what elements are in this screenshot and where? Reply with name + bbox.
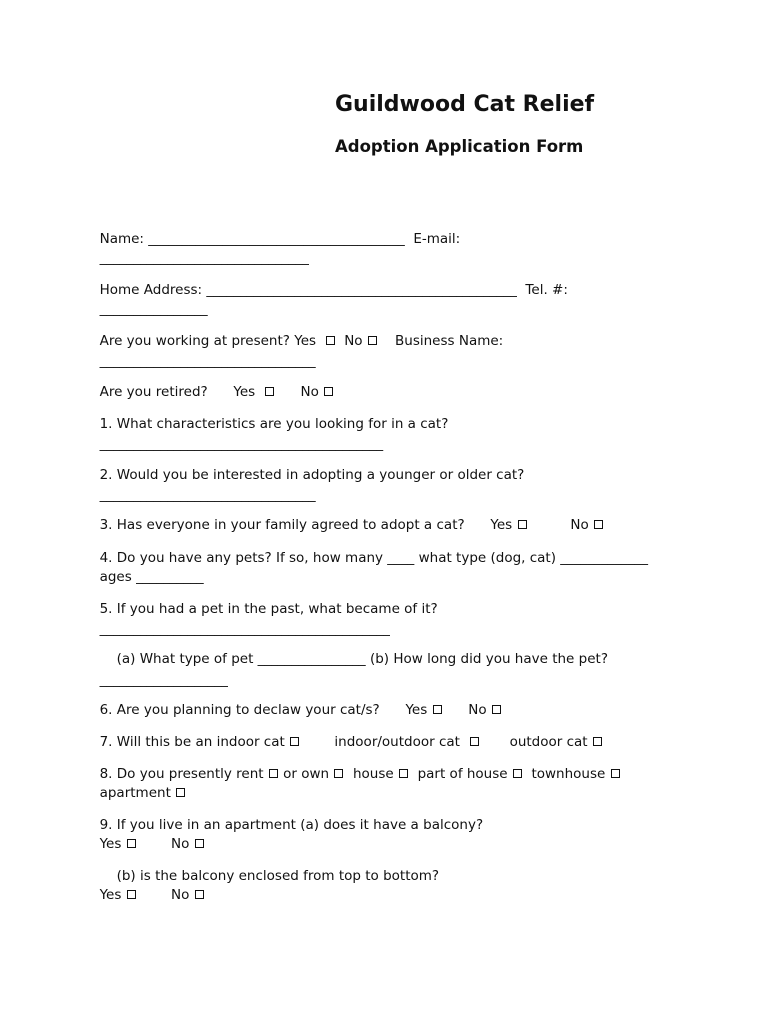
- yes-checkbox[interactable]: [433, 705, 442, 714]
- line-text: 9. If you live in an apartment (a) does it have a balcony?: [99, 817, 484, 833]
- line-text: ________________: [99, 301, 208, 317]
- line-text: ________________________________: [99, 353, 316, 369]
- line-text: Home Address: ______________________________________________ Tel. #:: [99, 282, 568, 298]
- yes-checkbox[interactable]: [265, 387, 274, 396]
- line-text: No: [136, 887, 194, 903]
- line-text: ___________________: [99, 672, 228, 688]
- line-text: house: [344, 766, 398, 782]
- line-text: 1. What characteristics are you looking for in a cat?: [99, 416, 449, 432]
- line-text: ages __________: [99, 569, 204, 585]
- line-text: 7. Will this be an indoor cat: [99, 734, 290, 750]
- line-text: indoor/outdoor cat: [300, 734, 469, 750]
- part-of-house-checkbox[interactable]: [513, 769, 522, 778]
- question-9a-answers: [91, 817, 205, 853]
- question-4-ages-line: [91, 550, 204, 586]
- no-checkbox[interactable]: [195, 839, 204, 848]
- indoor-outdoor-checkbox[interactable]: [470, 737, 479, 746]
- line-text: 3. Has everyone in your family agreed to adopt a cat? Yes: [99, 517, 517, 533]
- line-text: 6. Are you planning to declaw your cat/s? Yes: [99, 702, 432, 718]
- line-text: Business Name:: [377, 333, 504, 349]
- line-text: No: [274, 384, 324, 400]
- line-text: apartment: [99, 785, 176, 801]
- line-text: ___________________________________________: [99, 621, 390, 637]
- indoor-checkbox[interactable]: [290, 737, 299, 746]
- line-text: Yes: [99, 887, 126, 903]
- line-text: outdoor cat: [479, 734, 592, 750]
- question-9b-answers: [91, 868, 205, 904]
- house-checkbox[interactable]: [399, 769, 408, 778]
- line-text: townhouse: [522, 766, 610, 782]
- question-7: [91, 715, 603, 751]
- yes-checkbox[interactable]: [326, 336, 335, 345]
- line-text: 2. Would you be interested in adopting a younger or older cat?: [99, 467, 525, 483]
- line-text: _______________________________: [99, 250, 309, 266]
- line-text: Are you working at present? Yes: [99, 333, 325, 349]
- question-6: [91, 683, 502, 719]
- own-checkbox[interactable]: [334, 769, 343, 778]
- yes-checkbox[interactable]: [518, 520, 527, 529]
- outdoor-checkbox[interactable]: [593, 737, 602, 746]
- email-blank-line: [91, 231, 309, 267]
- rent-checkbox[interactable]: [269, 769, 278, 778]
- line-text: Yes: [99, 836, 126, 852]
- form-title: Guildwood Cat Relief: [335, 92, 595, 117]
- line-text: (b) is the balcony enclosed from top to bottom?: [116, 868, 440, 884]
- line-text: No: [442, 702, 491, 718]
- line-text: 5. If you had a pet in the past, what became of it?: [99, 601, 438, 617]
- question-8-apartment: [91, 766, 186, 802]
- tel-blank-line: [91, 282, 208, 318]
- line-text: part of house: [409, 766, 512, 782]
- no-checkbox[interactable]: [594, 520, 603, 529]
- line-text: 8. Do you presently rent: [99, 766, 268, 782]
- form-subtitle: Adoption Application Form: [335, 137, 584, 156]
- line-text: No: [527, 517, 594, 533]
- no-checkbox[interactable]: [195, 890, 204, 899]
- no-checkbox[interactable]: [368, 336, 377, 345]
- no-checkbox[interactable]: [324, 387, 333, 396]
- line-text: or own: [278, 766, 334, 782]
- line-text: __________________________________________: [99, 436, 384, 452]
- line-text: Name: ______________________________________ E-mail:: [99, 231, 461, 247]
- line-text: No: [136, 836, 194, 852]
- line-text: (a) What type of pet ________________ (b) How long did you have the pet?: [116, 651, 608, 667]
- yes-checkbox[interactable]: [127, 890, 136, 899]
- retired-question: [91, 365, 334, 401]
- question-3: [91, 498, 604, 534]
- no-checkbox[interactable]: [492, 705, 501, 714]
- line-text: No: [335, 333, 367, 349]
- yes-checkbox[interactable]: [127, 839, 136, 848]
- line-text: ________________________________: [99, 487, 316, 503]
- townhouse-checkbox[interactable]: [611, 769, 620, 778]
- line-text: Are you retired? Yes: [99, 384, 264, 400]
- apartment-checkbox[interactable]: [176, 788, 185, 797]
- line-text: 4. Do you have any pets? If so, how many ____ what type (dog, cat) _____________: [99, 550, 649, 566]
